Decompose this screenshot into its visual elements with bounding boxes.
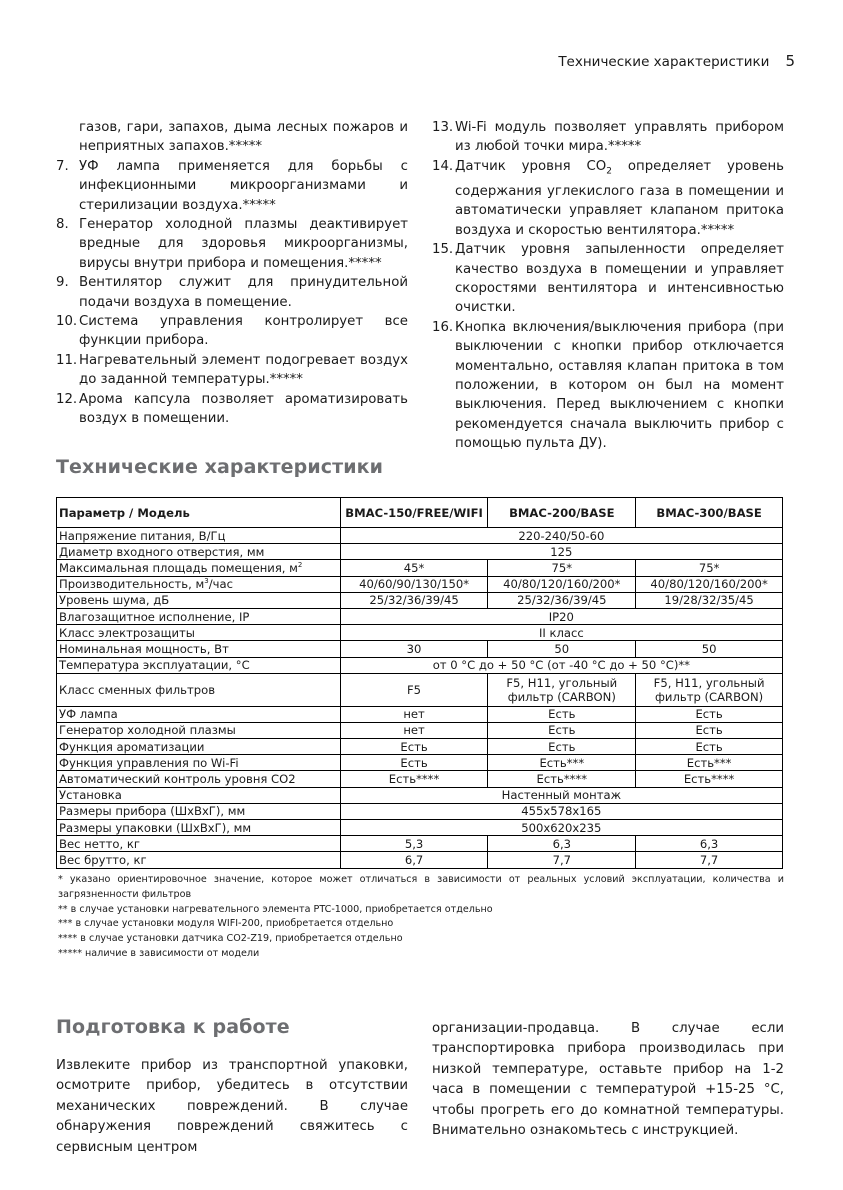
table-cell-merged: 220-240/50-60 xyxy=(340,528,782,544)
row-label: Влагозащитное исполнение, IP xyxy=(57,608,341,624)
row-label xyxy=(57,576,341,592)
table-cell: 6,3 xyxy=(636,836,783,852)
list-item xyxy=(56,312,408,351)
table-cell: Есть*** xyxy=(636,755,783,771)
table-cell: 75* xyxy=(636,560,783,576)
item-text: УФ лампа применяется для борьбы с инфекционными микроорганизмами и стерилизации воздуха.***** xyxy=(79,158,408,213)
table-row xyxy=(57,803,783,819)
table-cell: Есть*** xyxy=(488,755,636,771)
table-row xyxy=(57,787,783,803)
table-cell: 50 xyxy=(636,641,783,657)
table-cell: 40/80/120/160/200* xyxy=(636,576,783,592)
row-label-text: Максимальная площадь помещения, м xyxy=(59,560,298,575)
table-row xyxy=(57,528,783,544)
item-number: 10. xyxy=(56,314,78,330)
table-row xyxy=(57,673,783,706)
table-cell: нет xyxy=(340,706,488,722)
table-cell: 40/80/120/160/200* xyxy=(488,576,636,592)
table-row xyxy=(57,739,783,755)
item-text: Система управления контролирует все функции прибора. xyxy=(79,314,408,349)
footnote: ** в случае установки нагревательного элемента PTC-1000, приобретается отдельно xyxy=(58,903,493,915)
table-cell: Есть**** xyxy=(636,771,783,787)
row-label: Размеры прибора (ШxВxГ), мм xyxy=(57,803,341,819)
item-text: Кнопка включения/выключения прибора (при выключении с кнопки прибор отключается моментально, оставляя клапан притока в том положении, в котором он был на момент выключения. Перед выключением с кнопки рекомендуется сначала выключить прибор с помощью пульта ДУ). xyxy=(455,319,784,452)
table-header-cell: BMAC-300/BASE xyxy=(636,498,783,528)
table-cell: Есть xyxy=(488,739,636,755)
item-text: Вентилятор служит для принудительной подачи воздуха в помещение. xyxy=(79,275,408,310)
row-label xyxy=(57,560,341,576)
row-label: Размеры упаковки (ШxВxГ), мм xyxy=(57,820,341,836)
table-row xyxy=(57,657,783,673)
preparation-text-right: организации-продавца. В случае если транспортировка прибора производилась при низкой температуре, оставьте прибор на 1-2 часа в помещении с температурой +15-25 °C, чтобы прогреть его до комнатной температуры. Внимательно ознакомьтесь с инструкцией. xyxy=(432,1021,784,1139)
row-label: Диаметр входного отверстия, мм xyxy=(57,544,341,560)
table-cell: F5, H11, угольный фильтр (CARBON) xyxy=(636,673,783,706)
row-label: УФ лампа xyxy=(57,706,341,722)
row-label-text: Производительность, м xyxy=(59,577,205,592)
running-head-title: Технические характеристики xyxy=(558,54,770,70)
table-row xyxy=(57,771,783,787)
row-label: Автоматический контроль уровня CO2 xyxy=(57,771,341,787)
item-number: 9. xyxy=(56,275,69,291)
page-number: 5 xyxy=(785,52,795,70)
footnote: **** в случае установки датчика CO2-Z19, приобретается отдельно xyxy=(58,933,403,945)
table-cell: 75* xyxy=(488,560,636,576)
item-text: Генератор холодной плазмы деактивирует вредные для здоровья микроорганизмы, вирусы внутри прибора и помещения.***** xyxy=(79,217,408,271)
running-head xyxy=(558,52,795,70)
table-cell: 25/32/36/39/45 xyxy=(340,592,488,608)
table-cell: 7,7 xyxy=(488,852,636,868)
list-item xyxy=(56,390,408,429)
list-item xyxy=(432,240,784,318)
table-cell-merged: Настенный монтаж xyxy=(340,787,782,803)
item-text: Wi-Fi модуль позволяет управлять прибором из любой точки мира.***** xyxy=(455,120,784,155)
row-label: Генератор холодной плазмы xyxy=(57,722,341,738)
footnote: ***** наличие в зависимости от модели xyxy=(58,947,260,959)
row-label: Функция ароматизации xyxy=(57,739,341,755)
row-label: Температура эксплуатации, °C xyxy=(57,657,341,673)
item-number: 16. xyxy=(432,319,454,335)
item-number: 12. xyxy=(56,391,78,407)
table-cell: Есть xyxy=(340,739,488,755)
table-header-row xyxy=(57,498,783,528)
row-label: Установка xyxy=(57,787,341,803)
table-cell-merged: 500x620x235 xyxy=(340,820,782,836)
table-cell: Есть xyxy=(636,739,783,755)
table-cell: нет xyxy=(340,722,488,738)
item-number: 11. xyxy=(56,352,78,368)
footnote: * указано ориентировочное значение, которое может отличаться в зависимости от реальных условий эксплуатации, количества и загрязненности фильтров xyxy=(58,874,784,900)
superscript: 3 xyxy=(204,577,209,586)
table-row xyxy=(57,820,783,836)
table-cell: Есть xyxy=(636,706,783,722)
table-row xyxy=(57,852,783,868)
table-cell: 25/32/36/39/45 xyxy=(488,592,636,608)
table-cell: Есть**** xyxy=(488,771,636,787)
table-cell: 50 xyxy=(488,641,636,657)
preparation-text-left: Извлеките прибор из транспортной упаковки, осмотрите прибор, убедитесь в отсутствии механических повреждений. В случае обнаружения повреждений свяжитесь с сервисным центром xyxy=(56,1058,408,1155)
table-cell-merged: 455x578x165 xyxy=(340,803,782,819)
item-number: 14. xyxy=(432,158,454,174)
table-row xyxy=(57,608,783,624)
table-cell-merged: от 0 °C до + 50 °C (от -40 °C до + 50 °C)** xyxy=(340,657,782,673)
table-cell: 6,3 xyxy=(488,836,636,852)
item-number: 15. xyxy=(432,242,454,258)
item-text: газов, гари, запахов, дыма лесных пожаров и неприятных запахов.***** xyxy=(79,120,408,155)
list-item xyxy=(56,157,408,215)
table-cell: 5,3 xyxy=(340,836,488,852)
item-number: 13. xyxy=(432,120,454,135)
row-label: Класс сменных фильтров xyxy=(57,673,341,706)
specs-table xyxy=(56,497,783,869)
table-cell: Есть xyxy=(340,755,488,771)
table-cell-merged: IP20 xyxy=(340,608,782,624)
item-text: Датчик уровня запыленности определяет качество воздуха в помещении и управляет скоростями вентилятора и интенсивностью очистки. xyxy=(455,242,784,316)
item-number: 7. xyxy=(56,158,69,174)
right-column-list xyxy=(432,118,784,454)
table-cell: 7,7 xyxy=(636,852,783,868)
row-label: Вес нетто, кг xyxy=(57,836,341,852)
table-cell: 6,7 xyxy=(340,852,488,868)
table-cell: 40/60/90/130/150* xyxy=(340,576,488,592)
subscript: 2 xyxy=(606,166,613,177)
table-cell: 19/28/32/35/45 xyxy=(636,592,783,608)
table-row xyxy=(57,706,783,722)
table-cell-merged: 125 xyxy=(340,544,782,560)
left-column-list xyxy=(56,118,408,429)
footnote: *** в случае установки модуля WIFI-200, приобретается отдельно xyxy=(58,918,394,930)
list-item xyxy=(56,351,408,390)
table-cell: Есть**** xyxy=(340,771,488,787)
list-item xyxy=(56,215,408,273)
item-text: Арома капсула позволяет ароматизировать воздух в помещении. xyxy=(79,391,408,427)
table-body xyxy=(57,528,783,869)
list-item xyxy=(56,273,408,312)
table-header-cell: Параметр / Модель xyxy=(57,498,341,528)
list-item xyxy=(432,318,784,454)
footnotes xyxy=(58,873,784,962)
table-cell: F5, H11, угольный фильтр (CARBON) xyxy=(488,673,636,706)
list-item xyxy=(432,118,784,157)
row-label: Уровень шума, дБ xyxy=(57,592,341,608)
table-row xyxy=(57,641,783,657)
list-item xyxy=(56,118,408,157)
table-cell: Есть xyxy=(636,722,783,738)
table-row xyxy=(57,836,783,852)
table-cell: Есть xyxy=(488,722,636,738)
row-label: Напряжение питания, В/Гц xyxy=(57,528,341,544)
superscript: 2 xyxy=(297,561,303,570)
row-label: Номинальная мощность, Вт xyxy=(57,641,341,657)
item-text: определяет уровень содержания углекислого газа в помещении и автоматически управляет клапаном притока воздуха и скоростью вентилятора.***** xyxy=(455,158,784,238)
table-cell-merged: II класс xyxy=(340,625,782,641)
table-cell: F5 xyxy=(340,673,488,706)
table-row xyxy=(57,722,783,738)
table-header-cell: BMAC-200/BASE xyxy=(488,498,636,528)
table-row xyxy=(57,576,783,592)
table-row xyxy=(57,755,783,771)
row-label: Вес брутто, кг xyxy=(57,852,341,868)
table-row xyxy=(57,544,783,560)
section-heading-preparation: Подготовка к работе xyxy=(56,1016,290,1038)
section-heading-specs: Технические характеристики xyxy=(56,456,384,478)
row-label: Класс электрозащиты xyxy=(57,625,341,641)
table-cell: 45* xyxy=(340,560,488,576)
table-row xyxy=(57,625,783,641)
table-cell: 30 xyxy=(340,641,488,657)
item-text: Датчик уровня CO xyxy=(455,158,607,174)
table-row xyxy=(57,560,783,576)
table-row xyxy=(57,592,783,608)
table-header-cell: BMAC-150/FREE/WIFI xyxy=(340,498,488,528)
list-item xyxy=(432,157,784,240)
row-label: Функция управления по Wi-Fi xyxy=(57,755,341,771)
item-text: Нагревательный элемент подогревает воздух до заданной температуры.***** xyxy=(79,352,408,388)
table-cell: Есть xyxy=(488,706,636,722)
item-number: 8. xyxy=(56,217,69,233)
row-label-text: /час xyxy=(208,577,233,592)
